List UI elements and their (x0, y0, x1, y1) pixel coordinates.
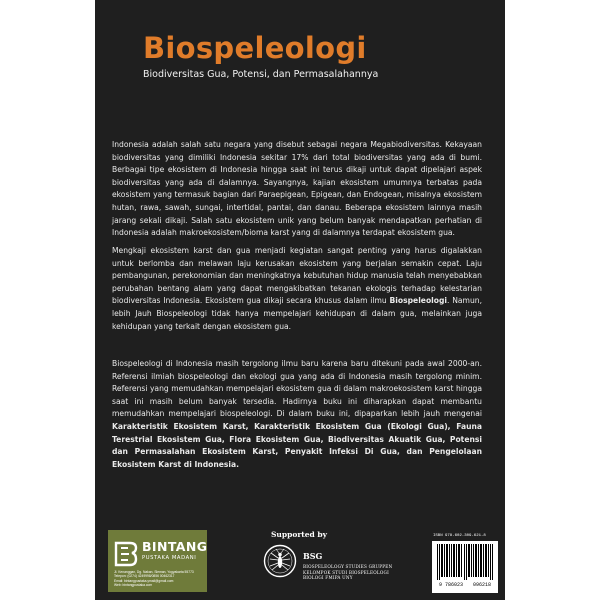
bsg-line-3: BIOLOGI FMIPA UNY (303, 575, 353, 581)
bsg-line-2: KELOMPOK STUDI BIOSPELEOLOGI (303, 569, 389, 575)
book-subtitle: Biodiversitas Gua, Potensi, dan Permasalahannya (143, 69, 379, 80)
publisher-tagline: PUSTAKA MADANI (142, 555, 197, 561)
bsg-logo-icon (263, 544, 297, 578)
book-title: Biospeleologi (143, 31, 367, 65)
barcode-icon (436, 544, 494, 580)
isbn-barcode (432, 541, 498, 593)
synopsis-paragraph-1: Indonesia adalah salah satu negara yang disebut sebagai negara Megabiodiversitas. Kekayaan biodiversitas yang dimiliki Indonesia sekitar 17% dari total biodiversitas yang ada di bumi. Berbagai tipe ekosistem di Indonesia hingga saat ini terus dikaji untuk dapat dipelajari aspek biodiversitas yang ada di dalamnya. Sayangnya, kajian ekosistem umumnya terbatas pada ekosistem yang termasuk bagian dari Paraepigean, Epigean, dan Endogean, misalnya ekosistem hutan, rawa, sawah, sungai, intertidal, pantai, dan danau. Beberapa ekosistem lainnya masih jarang sekali dikaji. Salah satu ekosistem unik yang belum banyak mendapatkan perhatian di Indonesia adalah makroekosistem/bioma karst yang di dalamnya terdapat ekosistem gua. (112, 140, 482, 238)
bintang-logo-icon (114, 541, 138, 567)
barcode-digits (434, 582, 496, 588)
isbn-label: ISBN 978-602-309-621-8 (433, 534, 486, 538)
bold-term: Biospeleologi (389, 296, 448, 306)
publisher-contact (114, 570, 206, 588)
bold-chapter-list: Karakteristik Ekosistem Karst, Karakteristik Ekosistem Gua (Ekologi Gua), Fauna Terestrial Ekosistem Gua, Flora Ekosistem Gua, Biodiversitas Akuatik Gua, Potensi dan Permasalahan Ekosistem Karst, Penyakit Infeksi Di Gua, dan Pengelolaan Ekosistem Karst di Indonesia. (112, 421, 482, 469)
back-cover (95, 0, 505, 600)
publisher-email: Email: bintangpustaka.ymail@gmail.com (114, 578, 174, 583)
publisher-web: Web: bintangpustaka.com (114, 583, 153, 588)
publisher-address: Jl. Kenanggan, Dg. Nakan, Sleman, Yogyakarta 55773 (114, 570, 194, 574)
barcode-digits-left: 9 786023 (438, 582, 463, 588)
synopsis-paragraph-2: Mengkaji ekosistem karst dan gua menjadi kegiatan sangat penting yang harus digalakkan untuk berlomba dan melawan laju kerusakan ekosistem yang berjalan semakin cepat. Laju pembangunan, perekonomian dan meningkatnya kebutuhan hidup manusia telah menyebabkan perubahan bentang alam yang dapat mengakibatkan tekanan ekologis terhadap kelestarian biodiversitas Indonesia. Ekosistem gua dikaji secara khusus dalam ilmu Biospeleologi. Namun, lebih Jauh Biospeleologi tidak hanya mempelajari kehidupan di dalam gua, melainkan juga kehidupan yang terkait dengan ekosistem gua. (112, 246, 482, 331)
bsg-line-1: BIOSPELEOLOGY STUDIES GRUPPEN (303, 564, 393, 569)
publisher-name: BINTANG (142, 539, 208, 554)
barcode-digits-right: 096218 (472, 582, 491, 588)
bsg-organization (303, 551, 392, 581)
supported-by-label: Supported by (271, 530, 328, 539)
synopsis-paragraph-3: Biospeleologi di Indonesia masih tergolong ilmu baru karena baru ditekuni pada awal 2000-an. Referensi ilmiah biospeleologi dan ekologi gua yang ada di Indonesia masih tergolong minim. Referensi yang memudahkan mempelajari ekosistem gua di dalam makroekosistem karst hingga saat ini masih belum banyak tersedia. Hadirnya buku ini diharapkan dapat membantu memudahkan mempelajari biospeleologi. Di dalam buku ini, dipaparkan lebih jauh mengenai Karakteristik Ekosistem Karst, Karakteristik Ekosistem Gua (Ekologi Gua), Fauna Terestrial Ekosistem Gua, Flora Ekosistem Gua, Biodiversitas Akuatik Gua, Potensi dan Permasalahan Ekosistem Karst, Penyakit Infeksi Di Gua, dan Pengelolaan Ekosistem Karst di Indonesia. (112, 359, 482, 469)
publisher-phone: Telepon: (0274) 4249998/0856 00462317 (114, 574, 175, 579)
bsg-name: BSG (303, 551, 323, 561)
publisher-badge (108, 530, 207, 592)
